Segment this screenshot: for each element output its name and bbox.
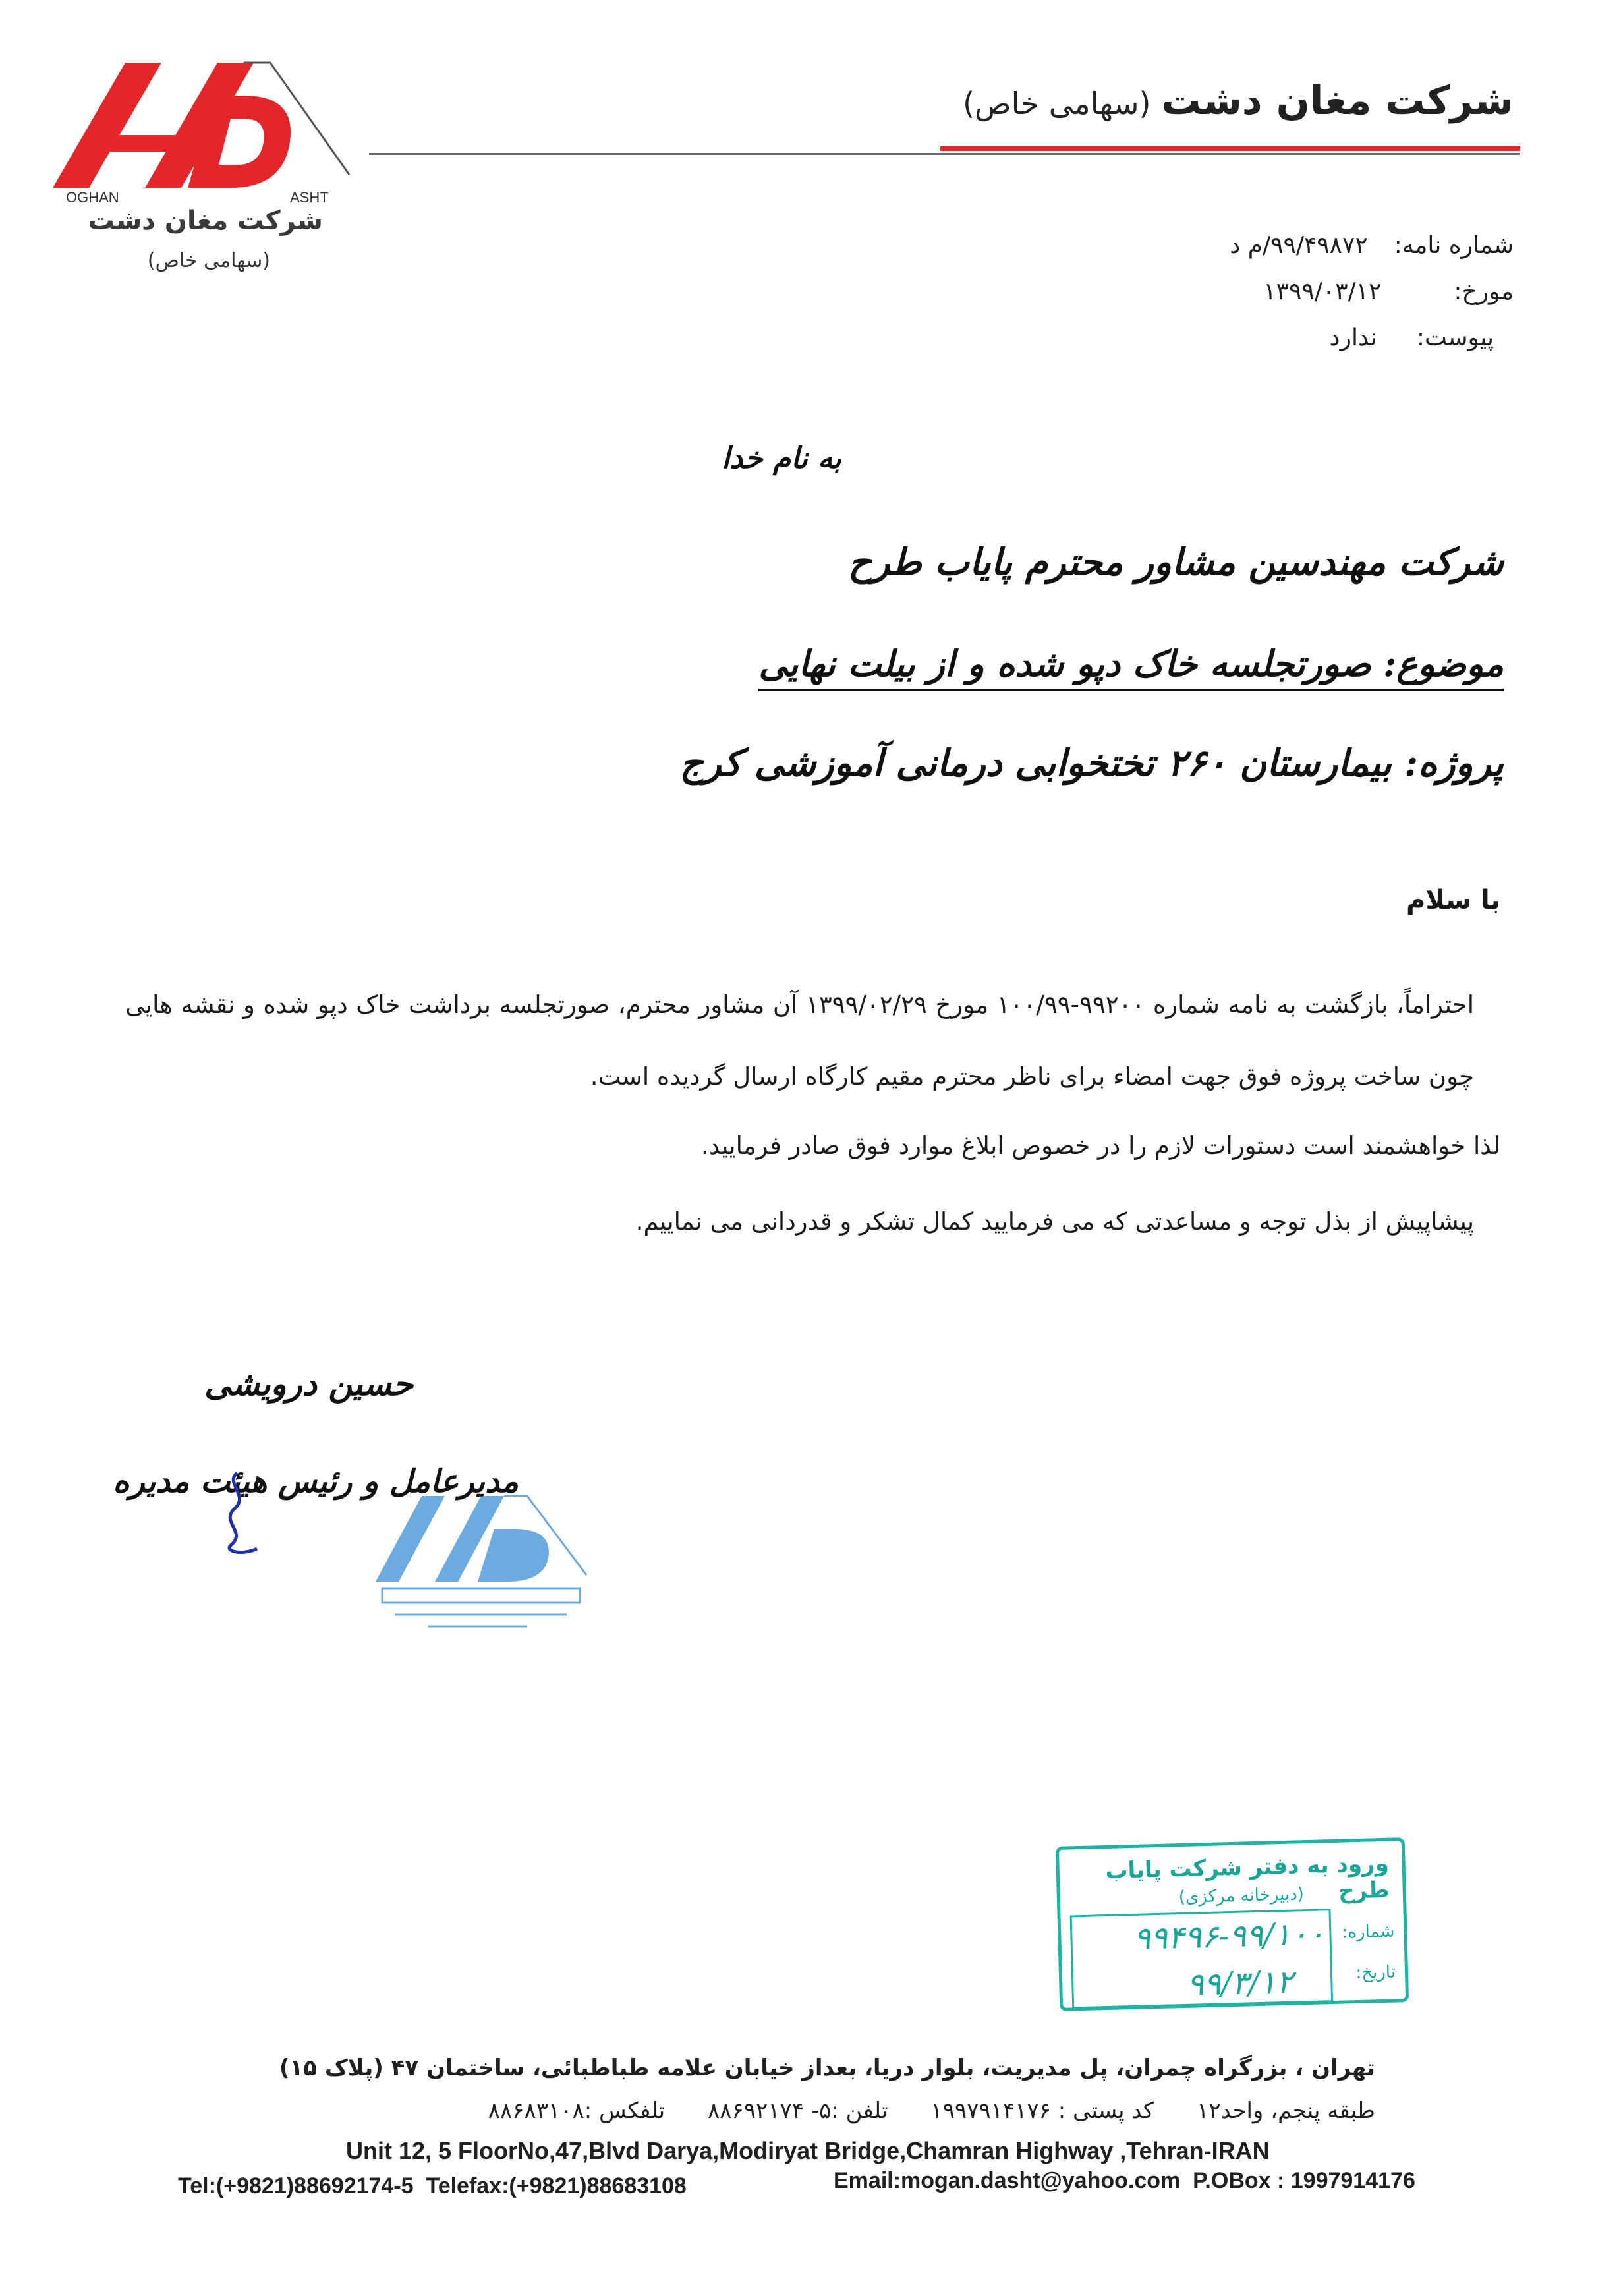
body-paragraph-3: پیشاپیش از بذل توجه و مساعدتی که می فرمایید کمال تشکر و قدردانی می نماییم. (635, 1207, 1474, 1236)
footer-contacts-fa: طبقه پنجم، واحد۱۲ کد پستی : ۱۹۹۷۹۱۴۱۷۶ تلفن :۵- ۸۸۶۹۲۱۷۴ تلفکس :۸۸۶۸۳۱۰۸ (488, 2098, 1375, 2124)
logo-company-name: شرکت مغان دشت (88, 206, 323, 236)
header-company (963, 78, 1514, 124)
signatory-name: حسین درویشی (204, 1364, 413, 1403)
letter-attachment-label: پیوست: (1416, 324, 1494, 351)
header-company-type: (سهامی خاص) (963, 86, 1151, 121)
project-line: پروژه: بیمارستان ۲۶۰ تختخوابی درمانی آموزشی کرج (679, 741, 1504, 785)
footer-address-en: Unit 12, 5 FloorNo,47,Blvd Darya,Modiryat Bridge,Chamran Highway ,Tehran-IRAN (346, 2137, 1270, 2164)
header-rule (369, 153, 1520, 155)
footer-address-fa: تهران ، بزرگراه چمران، پل مدیریت، بلوار دریا، بعداز خیابان علامه طباطبائی، ساختمان ۴۷ (پلاک ۱۵) (279, 2055, 1375, 2081)
letter-number-label: شماره نامه: (1394, 232, 1514, 259)
letter-number (1230, 232, 1514, 259)
stamp-number-value: ۹۹۴۹۶-۹۹/۱۰۰ (1133, 1915, 1326, 1957)
signature-scribble (211, 1470, 264, 1562)
letter-number-value: ۹۹/۴۹۸۷۲/م د (1230, 232, 1368, 259)
inbound-stamp (1056, 1837, 1409, 2011)
logo-latin-right: ASHT (290, 189, 329, 206)
stamp-number-label: شماره: (1342, 1921, 1395, 1943)
addressee: شرکت مهندسین مشاور محترم پایاب طرح (848, 540, 1504, 584)
letter-date (1263, 278, 1514, 305)
logo-company-type: (سهامی خاص) (147, 249, 270, 272)
stamp-title: ورود به دفتر شرکت پایاب طرح (1104, 1850, 1390, 1905)
bismillah: به نام خدا (722, 442, 841, 475)
footer-email-en: Email:mogan.dasht@yahoo.com P.OBox : 1997914176 (834, 2168, 1415, 2193)
stamp-date-value: ۹۹/۳/۱۲ (1186, 1963, 1294, 2003)
company-logo (46, 56, 376, 208)
logo-latin-left: OGHAN (66, 189, 119, 206)
footer-phone-en: Tel:(+9821)88692174-5 Telefax:(+9821)88683108 (178, 2173, 687, 2198)
company-seal (369, 1483, 606, 1634)
stamp-subtitle: (دبیرخانه مرکزی) (1178, 1884, 1305, 1908)
letter-date-value: ۱۳۹۹/۰۳/۱۲ (1263, 278, 1382, 305)
body-paragraph-2: لذا خواهشمند است دستورات لازم را در خصوص ابلاغ موارد فوق صادر فرمایید. (700, 1132, 1500, 1160)
letter-date-label: مورخ: (1454, 278, 1514, 305)
header-accent-bar (940, 146, 1520, 151)
body-paragraph-1: احتراماً، بازگشت به نامه شماره ۹۹۲۰۰-۱۰۰/۹۹ مورخ ۱۳۹۹/۰۲/۲۹ آن مشاور محترم، صورتجلسه برداشت خاک دپو شده و نقشه هایی چون ساخت پروژه فوق جهت امضاء برای ناظر محترم مقیم کارگاه ارسال گردیده است. (125, 990, 1474, 1091)
subject-line: موضوع: صورتجلسه خاک دپو شده و از بیلت نهایی (758, 643, 1504, 691)
letter-attachment-value: ندارد (1329, 324, 1377, 351)
stamp-date-label: تاریخ: (1355, 1962, 1396, 1984)
greeting: با سلام (1406, 885, 1500, 915)
letter-attachment (1330, 324, 1494, 351)
signatory-title: مدیرعامل و رئیس هیئت مدیره (113, 1463, 519, 1500)
header-company-name: شرکت مغان دشت (1161, 78, 1514, 124)
